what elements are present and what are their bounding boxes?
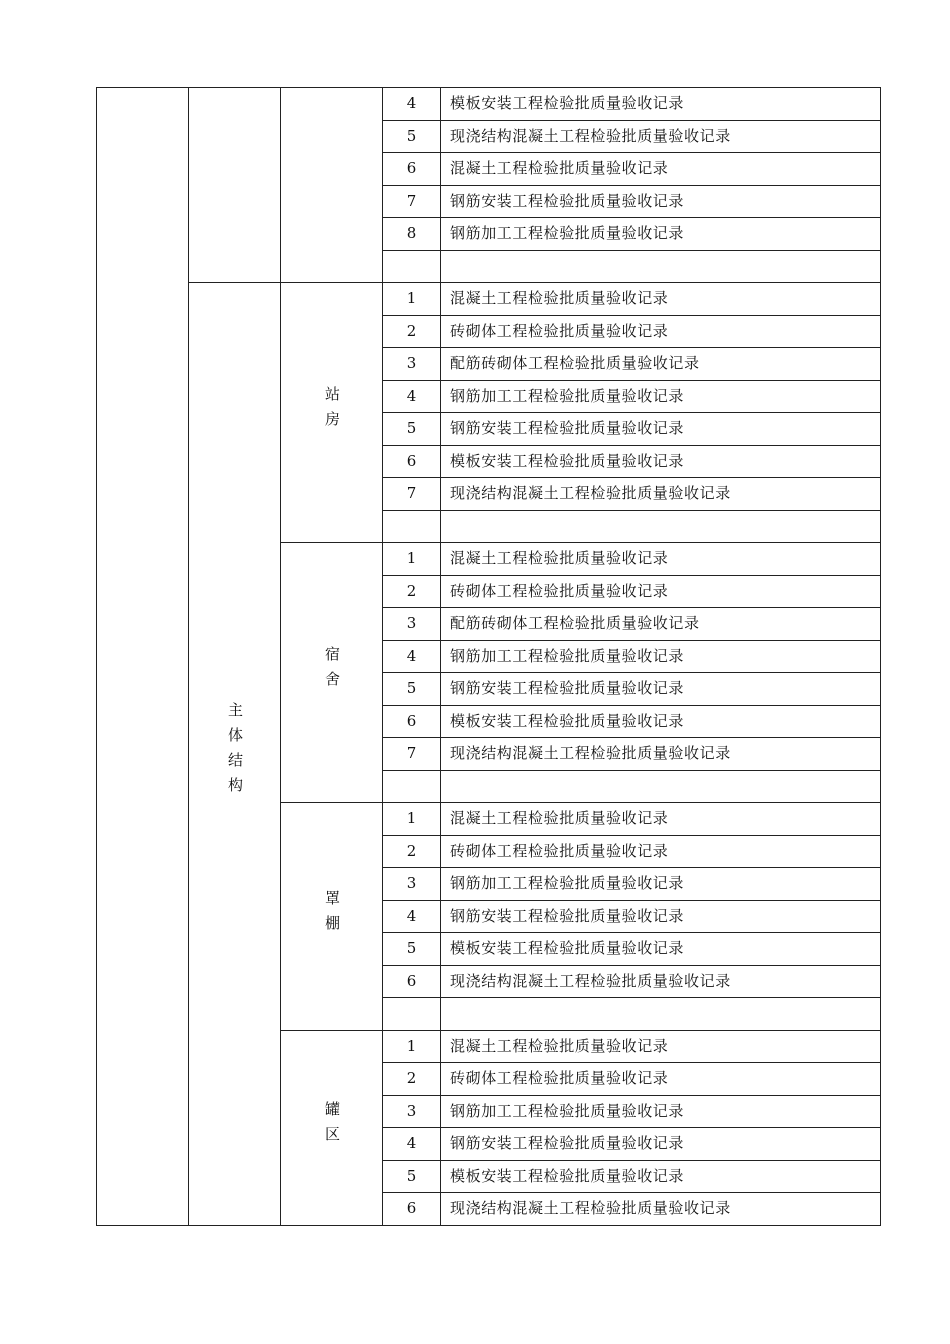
- main-structure-cell: [189, 283, 281, 1226]
- row-number: 5: [383, 1160, 441, 1193]
- row-number: 6: [383, 965, 441, 998]
- main-structure-cell-label: 主体结构: [226, 702, 244, 803]
- record-name: 钢筋安装工程检验批质量验收记录: [441, 900, 881, 933]
- row-number: 5: [383, 933, 441, 966]
- record-name: 砖砌体工程检验批质量验收记录: [441, 315, 881, 348]
- section-cell-label: 罩棚: [323, 889, 341, 940]
- record-name: 模板安装工程检验批质量验收记录: [441, 1160, 881, 1193]
- row-number: 1: [383, 283, 441, 316]
- record-name: 混凝土工程检验批质量验收记录: [441, 283, 881, 316]
- table-row: [97, 283, 881, 316]
- section-cell: [281, 283, 383, 543]
- row-number: 2: [383, 575, 441, 608]
- section-cell: [281, 88, 383, 283]
- record-name: 模板安装工程检验批质量验收记录: [441, 933, 881, 966]
- record-name: 钢筋安装工程检验批质量验收记录: [441, 413, 881, 446]
- row-number: 1: [383, 803, 441, 836]
- table-row: [97, 88, 881, 121]
- record-name: 配筋砖砌体工程检验批质量验收记录: [441, 608, 881, 641]
- row-number: 7: [383, 185, 441, 218]
- record-name: 钢筋安装工程检验批质量验收记录: [441, 1128, 881, 1161]
- record-name: [441, 250, 881, 283]
- record-name: 现浇结构混凝土工程检验批质量验收记录: [441, 965, 881, 998]
- row-number: 7: [383, 478, 441, 511]
- record-name: 砖砌体工程检验批质量验收记录: [441, 835, 881, 868]
- section-cell-label: 罐区: [323, 1101, 341, 1151]
- row-number: 2: [383, 315, 441, 348]
- record-name: 钢筋加工工程检验批质量验收记录: [441, 868, 881, 901]
- table-body: [97, 88, 881, 1226]
- record-name: [441, 998, 881, 1031]
- row-number: 4: [383, 900, 441, 933]
- record-name: 钢筋加工工程检验批质量验收记录: [441, 380, 881, 413]
- row-number: 6: [383, 445, 441, 478]
- row-number: 5: [383, 120, 441, 153]
- record-name: 现浇结构混凝土工程检验批质量验收记录: [441, 1193, 881, 1226]
- record-name: [441, 770, 881, 803]
- row-number: 7: [383, 738, 441, 771]
- section-cell: [281, 543, 383, 803]
- record-name: 混凝土工程检验批质量验收记录: [441, 803, 881, 836]
- section-cell-label: 宿舍: [323, 646, 341, 696]
- row-number: 2: [383, 1063, 441, 1096]
- row-number: 3: [383, 348, 441, 381]
- row-number: 6: [383, 1193, 441, 1226]
- record-name: 混凝土工程检验批质量验收记录: [441, 543, 881, 576]
- row-number: [383, 770, 441, 803]
- row-number: 4: [383, 380, 441, 413]
- row-number: 4: [383, 88, 441, 121]
- record-name: 钢筋安装工程检验批质量验收记录: [441, 185, 881, 218]
- record-name: 钢筋加工工程检验批质量验收记录: [441, 218, 881, 251]
- row-number: 6: [383, 153, 441, 186]
- record-name: 现浇结构混凝土工程检验批质量验收记录: [441, 738, 881, 771]
- row-number: [383, 250, 441, 283]
- record-name: 模板安装工程检验批质量验收记录: [441, 445, 881, 478]
- row-number: 5: [383, 413, 441, 446]
- record-name: 混凝土工程检验批质量验收记录: [441, 1030, 881, 1063]
- row-number: 6: [383, 705, 441, 738]
- row-number: 3: [383, 868, 441, 901]
- row-number: 3: [383, 1095, 441, 1128]
- record-name: 钢筋加工工程检验批质量验收记录: [441, 640, 881, 673]
- row-number: 1: [383, 1030, 441, 1063]
- row-number: 4: [383, 640, 441, 673]
- row-number: 5: [383, 673, 441, 706]
- subdivision-cell: [189, 88, 281, 283]
- record-name: 模板安装工程检验批质量验收记录: [441, 705, 881, 738]
- row-number: 1: [383, 543, 441, 576]
- inspection-record-table: [96, 87, 881, 1226]
- row-number: 3: [383, 608, 441, 641]
- row-number: 8: [383, 218, 441, 251]
- row-number: [383, 510, 441, 543]
- record-name: 配筋砖砌体工程检验批质量验收记录: [441, 348, 881, 381]
- record-name: 钢筋安装工程检验批质量验收记录: [441, 673, 881, 706]
- row-number: 4: [383, 1128, 441, 1161]
- record-name: 砖砌体工程检验批质量验收记录: [441, 1063, 881, 1096]
- record-name: [441, 510, 881, 543]
- record-name: 砖砌体工程检验批质量验收记录: [441, 575, 881, 608]
- record-name: 钢筋加工工程检验批质量验收记录: [441, 1095, 881, 1128]
- record-name: 混凝土工程检验批质量验收记录: [441, 153, 881, 186]
- row-number: [383, 998, 441, 1031]
- section-cell-label: 站房: [323, 386, 341, 436]
- section-cell: [281, 1030, 383, 1225]
- section-cell: [281, 803, 383, 1031]
- record-name: 现浇结构混凝土工程检验批质量验收记录: [441, 120, 881, 153]
- division-cell: [97, 88, 189, 1226]
- row-number: 2: [383, 835, 441, 868]
- record-name: 模板安装工程检验批质量验收记录: [441, 88, 881, 121]
- record-name: 现浇结构混凝土工程检验批质量验收记录: [441, 478, 881, 511]
